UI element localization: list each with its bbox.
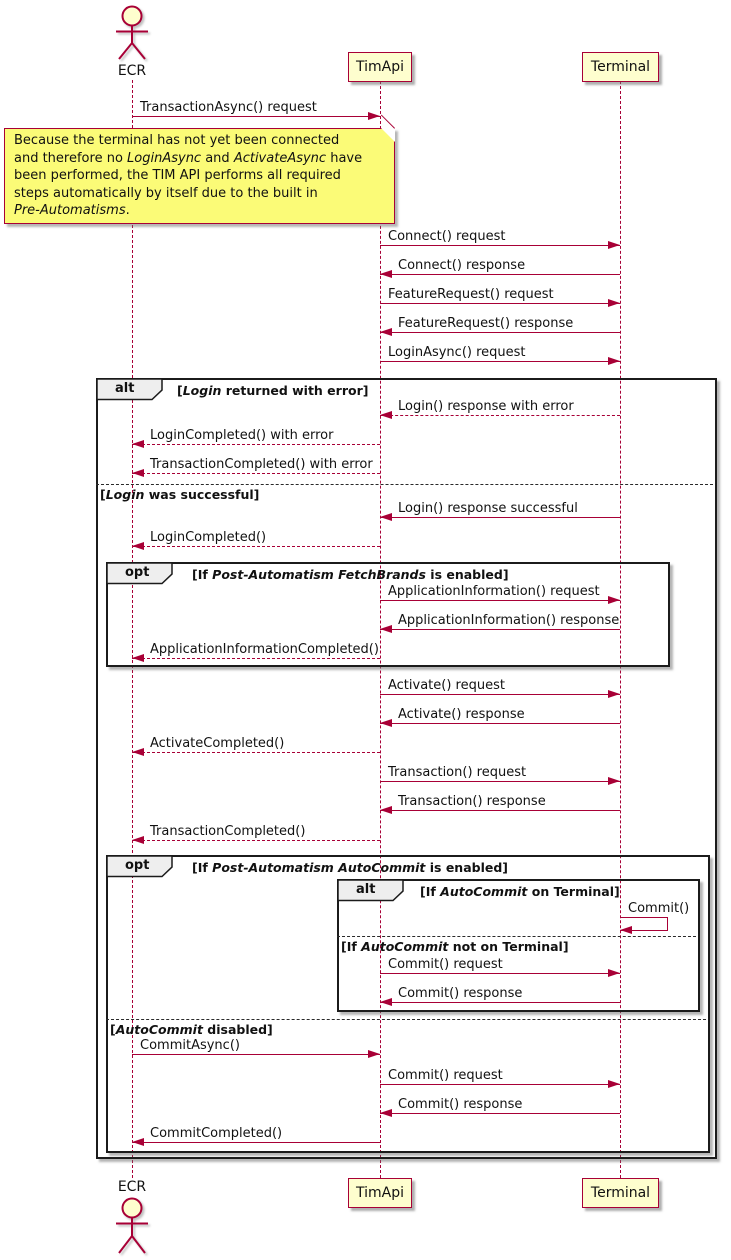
message-line — [380, 415, 620, 416]
message-line — [380, 361, 620, 362]
message-label: ApplicationInformation() response — [398, 613, 620, 628]
alt-login-else-guard: [Login was successful] — [100, 487, 260, 502]
actor-ecr-bottom-icon — [107, 1196, 157, 1258]
message-line — [380, 723, 620, 724]
message-label: Commit() request — [388, 1068, 503, 1083]
message-arrowhead — [608, 969, 620, 977]
message-arrowhead — [132, 836, 144, 844]
message-line — [132, 473, 380, 474]
note-fold-edge — [381, 115, 395, 129]
message-arrowhead — [132, 440, 144, 448]
message-arrowhead — [368, 1050, 380, 1058]
message-label: TransactionCompleted() with error — [150, 457, 373, 472]
message-label: Commit() request — [388, 957, 503, 972]
message-arrowhead — [608, 1080, 620, 1088]
message-arrowhead — [380, 806, 392, 814]
message-line — [380, 517, 620, 518]
message-arrowhead — [132, 1138, 144, 1146]
message-arrowhead — [608, 690, 620, 698]
note-fold-corner — [381, 128, 395, 142]
message-arrowhead — [608, 357, 620, 365]
frame-keyword: opt — [125, 565, 150, 580]
message-label: TransactionAsync() request — [140, 100, 317, 115]
message-label: Commit() response — [398, 986, 523, 1001]
participant-timapi-bottom-label: TimApi — [355, 1185, 404, 1201]
note-line: Pre-Automatisms. — [14, 203, 130, 218]
message-arrowhead — [608, 777, 620, 785]
message-line — [132, 1142, 380, 1143]
note-line: been performed, the TIM API performs all required — [14, 168, 341, 183]
message-line — [132, 1054, 380, 1055]
message-arrowhead — [132, 469, 144, 477]
participant-timapi-top-label: TimApi — [355, 59, 404, 75]
opt-autocommit-else-guard: [AutoCommit disabled] — [110, 1022, 273, 1037]
message-arrowhead — [380, 998, 392, 1006]
message-label: Transaction() response — [398, 794, 546, 809]
participant-terminal-top — [582, 52, 659, 82]
alt-login-else-divider — [96, 484, 713, 485]
message-line — [380, 274, 620, 275]
message-label: TransactionCompleted() — [150, 824, 306, 839]
opt-autocommit-else-divider — [106, 1019, 706, 1020]
message-line — [132, 444, 380, 445]
message-line — [132, 840, 380, 841]
message-arrowhead — [608, 241, 620, 249]
participant-terminal-bottom — [582, 1178, 659, 1208]
message-label: Connect() request — [388, 229, 506, 244]
message-arrowhead — [380, 328, 392, 336]
participant-timapi-bottom — [348, 1178, 412, 1208]
message-arrowhead — [608, 299, 620, 307]
message-line — [380, 810, 620, 811]
message-line — [380, 303, 620, 304]
message-arrowhead — [620, 926, 632, 934]
message-line — [380, 600, 620, 601]
message-line — [380, 629, 620, 630]
message-label: Transaction() request — [388, 765, 527, 780]
message-line — [132, 546, 380, 547]
note-line: Because the terminal has not yet been connected — [14, 133, 340, 148]
message-arrowhead — [132, 542, 144, 550]
message-arrowhead — [132, 654, 144, 662]
message-label: Commit() response — [398, 1097, 523, 1112]
message-label: CommitAsync() — [140, 1038, 240, 1053]
message-arrowhead — [132, 748, 144, 756]
note-line: and therefore no LoginAsync and ActivateAsync have — [14, 150, 363, 166]
frame-keyword: alt — [115, 381, 135, 396]
message-line — [667, 917, 668, 931]
participant-terminal-bottom-label: Terminal — [590, 1185, 651, 1201]
participant-timapi-top — [348, 52, 412, 82]
message-arrowhead — [380, 411, 392, 419]
message-line — [620, 917, 668, 918]
message-arrowhead — [368, 112, 380, 120]
message-label: ApplicationInformation() request — [388, 584, 600, 599]
message-label: Activate() response — [398, 707, 525, 722]
message-label: FeatureRequest() response — [398, 316, 574, 331]
actor-ecr-bottom-label: ECR — [117, 1179, 147, 1195]
message-label: Login() response successful — [398, 501, 578, 516]
message-arrowhead — [608, 596, 620, 604]
alt-terminal-else-guard: [If AutoCommit not on Terminal] — [341, 939, 569, 954]
message-label: Activate() request — [388, 678, 505, 693]
message-label: FeatureRequest() request — [388, 287, 554, 302]
message-label: Commit() — [628, 901, 690, 916]
message-label: ApplicationInformationCompleted() — [150, 642, 379, 657]
message-arrowhead — [380, 513, 392, 521]
message-line — [380, 1002, 620, 1003]
message-label: CommitCompleted() — [150, 1126, 283, 1141]
pre-automatisms-note — [4, 128, 395, 224]
message-label: LoginCompleted() — [150, 530, 267, 545]
message-line — [380, 1113, 620, 1114]
actor-ecr-top-label: ECR — [117, 63, 147, 79]
message-line — [380, 781, 620, 782]
message-label: LoginAsync() request — [388, 345, 526, 360]
message-label: ActivateCompleted() — [150, 736, 285, 751]
message-label: Connect() response — [398, 258, 526, 273]
message-line — [380, 332, 620, 333]
message-arrowhead — [380, 719, 392, 727]
frame-guard: [If Post-Automatism AutoCommit is enabled] — [192, 860, 509, 875]
frame-guard: [Login returned with error] — [177, 383, 369, 398]
message-line — [380, 245, 620, 246]
message-line — [380, 973, 620, 974]
frame-guard: [If AutoCommit on Terminal] — [420, 884, 620, 899]
message-arrowhead — [380, 1109, 392, 1117]
participant-terminal-top-label: Terminal — [590, 59, 651, 75]
message-label: Login() response with error — [398, 399, 574, 414]
message-line — [132, 658, 380, 659]
note-line: steps automatically by itself due to the built in — [14, 185, 318, 201]
actor-ecr-top-icon — [107, 3, 157, 63]
message-arrowhead — [380, 270, 392, 278]
frame-guard: [If Post-Automatism FetchBrands is enabled] — [192, 567, 509, 582]
alt-terminal-else-divider — [337, 936, 696, 937]
frame-keyword: alt — [356, 882, 376, 897]
message-label: LoginCompleted() with error — [150, 428, 334, 443]
message-line — [380, 1084, 620, 1085]
frame-keyword: opt — [125, 858, 150, 873]
message-line — [132, 752, 380, 753]
message-arrowhead — [380, 625, 392, 633]
message-line — [132, 116, 380, 117]
message-line — [380, 694, 620, 695]
